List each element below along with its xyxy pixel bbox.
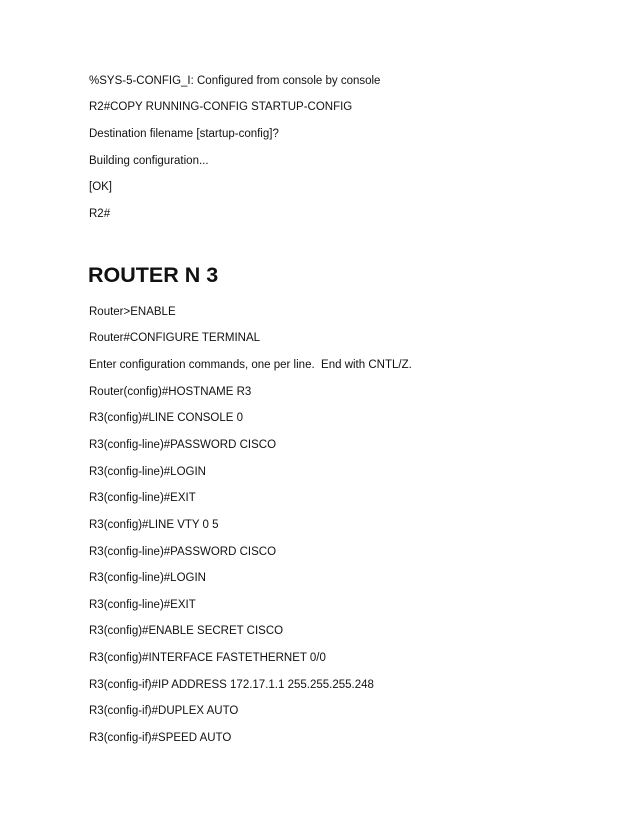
text-line: R3(config)#ENABLE SECRET CISCO [89, 625, 284, 637]
text-line: R3(config)#INTERFACE FASTETHERNET 0/0 [89, 652, 326, 664]
text-line: R3(config-if)#IP ADDRESS 172.17.1.1 255.255.255.248 [89, 679, 374, 691]
text-line: R3(config-line)#PASSWORD CISCO [89, 439, 277, 451]
text-line: Router#CONFIGURE TERMINAL [89, 332, 261, 344]
text-line: R3(config-line)#LOGIN [89, 466, 206, 478]
text-line: Destination filename [startup-config]? [89, 128, 279, 140]
text-line: Router>ENABLE [89, 306, 176, 318]
text-line: R3(config-if)#DUPLEX AUTO [89, 705, 239, 717]
text-line: R3(config-line)#EXIT [89, 599, 196, 611]
text-line: Building configuration... [89, 155, 209, 167]
text-line: R3(config)#LINE CONSOLE 0 [89, 412, 244, 424]
text-line: R3(config-if)#SPEED AUTO [89, 732, 232, 744]
text-line: [OK] [89, 181, 113, 193]
text-line: R3(config-line)#LOGIN [89, 572, 206, 584]
text-line: R2#COPY RUNNING-CONFIG STARTUP-CONFIG [89, 101, 353, 113]
text-line: R2# [89, 208, 111, 220]
section-heading: ROUTER N 3 [88, 263, 219, 287]
text-line: R3(config-line)#PASSWORD CISCO [89, 546, 277, 558]
text-line: Router(config)#HOSTNAME R3 [89, 386, 252, 398]
text-line: %SYS-5-CONFIG_I: Configured from console by console [89, 75, 381, 87]
text-line: R3(config-line)#EXIT [89, 492, 196, 504]
text-line: R3(config)#LINE VTY 0 5 [89, 519, 219, 531]
text-line: Enter configuration commands, one per line. End with CNTL/Z. [89, 359, 412, 371]
